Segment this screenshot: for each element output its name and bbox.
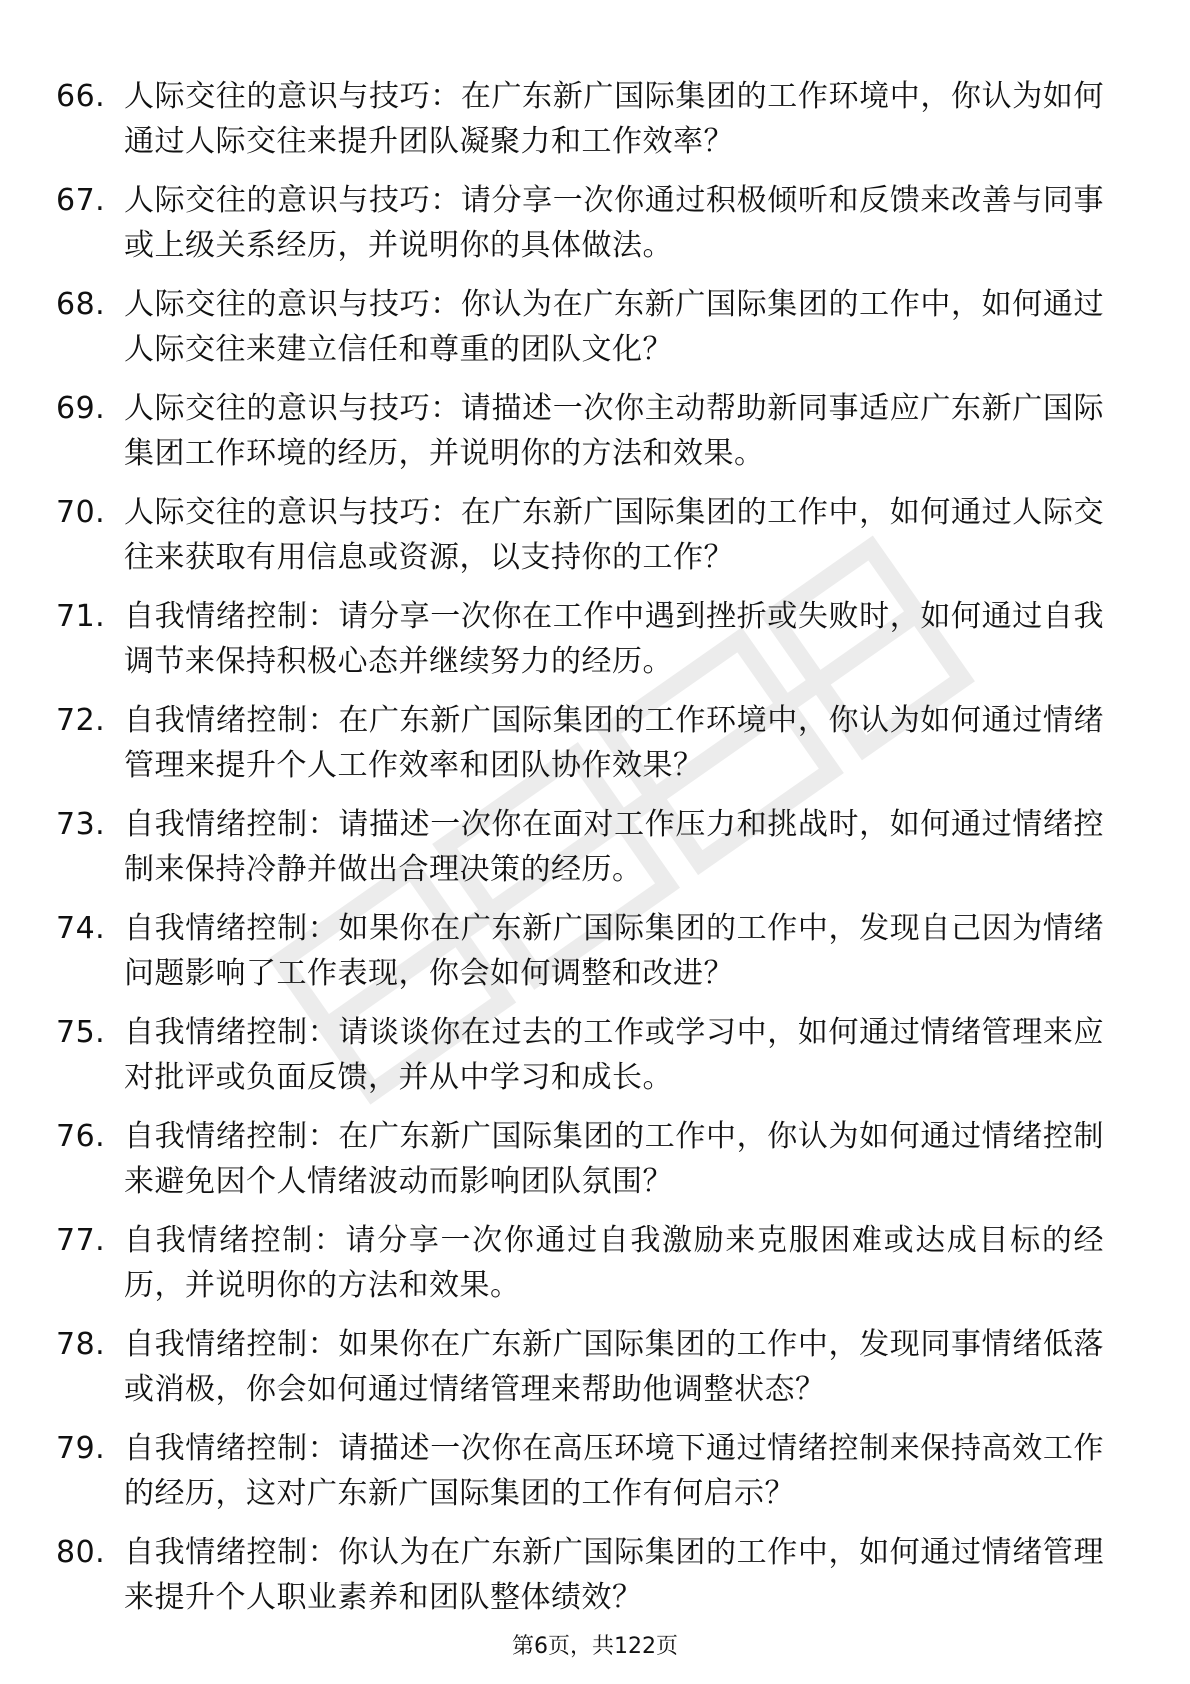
question-number: 75. [56, 1015, 106, 1050]
question-number: 79. [56, 1431, 106, 1466]
question-text: 人际交往的意识与技巧：在广东新广国际集团的工作中，如何通过人际交往来获取有用信息或资源，以支持你的工作？ [124, 495, 1104, 575]
question-text: 人际交往的意识与技巧：请描述一次你主动帮助新同事适应广东新广国际集团工作环境的经历，并说明你的方法和效果。 [124, 391, 1104, 471]
list-item [56, 176, 1116, 280]
question-number: 72. [56, 703, 106, 738]
question-number: 69. [56, 391, 106, 426]
page-footer [0, 1632, 1190, 1662]
question-number: 74. [56, 911, 106, 946]
question-number: 68. [56, 287, 106, 322]
list-item [56, 904, 1116, 1008]
question-text: 自我情绪控制：你认为在广东新广国际集团的工作中，如何通过情绪管理来提升个人职业素养和团队整体绩效？ [124, 1535, 1104, 1615]
list-item [56, 280, 1116, 384]
question-number: 76. [56, 1119, 106, 1154]
list-item [56, 488, 1116, 592]
list-item [56, 696, 1116, 800]
question-text: 自我情绪控制：在广东新广国际集团的工作中，你认为如何通过情绪控制来避免因个人情绪波动而影响团队氛围？ [124, 1119, 1104, 1199]
question-list [56, 72, 1116, 1632]
question-number: 77. [56, 1223, 106, 1258]
list-item [56, 1112, 1116, 1216]
question-number: 67. [56, 183, 106, 218]
list-item [56, 1320, 1116, 1424]
list-item [56, 72, 1116, 176]
question-number: 78. [56, 1327, 106, 1362]
question-text: 自我情绪控制：如果你在广东新广国际集团的工作中，发现同事情绪低落或消极，你会如何通过情绪管理来帮助他调整状态？ [124, 1327, 1104, 1407]
question-number: 70. [56, 495, 106, 530]
question-text: 自我情绪控制：请分享一次你在工作中遇到挫折或失败时，如何通过自我调节来保持积极心态并继续努力的经历。 [124, 599, 1104, 679]
question-text: 人际交往的意识与技巧：请分享一次你通过积极倾听和反馈来改善与同事或上级关系经历，并说明你的具体做法。 [124, 183, 1104, 263]
question-text: 人际交往的意识与技巧：你认为在广东新广国际集团的工作中，如何通过人际交往来建立信任和尊重的团队文化？ [124, 287, 1104, 367]
list-item [56, 1008, 1116, 1112]
page-number-label: 第6页，共122页 [512, 1634, 678, 1659]
question-text: 人际交往的意识与技巧：在广东新广国际集团的工作环境中，你认为如何通过人际交往来提升团队凝聚力和工作效率？ [124, 79, 1104, 159]
list-item [56, 384, 1116, 488]
question-text: 自我情绪控制：请谈谈你在过去的工作或学习中，如何通过情绪管理来应对批评或负面反馈，并从中学习和成长。 [124, 1015, 1104, 1095]
question-number: 66. [56, 79, 106, 114]
list-item [56, 1216, 1116, 1320]
list-item [56, 1424, 1116, 1528]
list-item [56, 800, 1116, 904]
question-text: 自我情绪控制：请描述一次你在面对工作压力和挑战时，如何通过情绪控制来保持冷静并做出合理决策的经历。 [124, 807, 1104, 887]
question-text: 自我情绪控制：如果你在广东新广国际集团的工作中，发现自己因为情绪问题影响了工作表现，你会如何调整和改进？ [124, 911, 1104, 991]
question-text: 自我情绪控制：请分享一次你通过自我激励来克服困难或达成目标的经历，并说明你的方法和效果。 [124, 1223, 1104, 1303]
list-item [56, 1528, 1116, 1632]
question-number: 80. [56, 1535, 106, 1570]
list-item [56, 592, 1116, 696]
question-number: 71. [56, 599, 106, 634]
question-text: 自我情绪控制：请描述一次你在高压环境下通过情绪控制来保持高效工作的经历，这对广东新广国际集团的工作有何启示？ [124, 1431, 1104, 1511]
question-number: 73. [56, 807, 106, 842]
question-text: 自我情绪控制：在广东新广国际集团的工作环境中，你认为如何通过情绪管理来提升个人工作效率和团队协作效果？ [124, 703, 1104, 783]
